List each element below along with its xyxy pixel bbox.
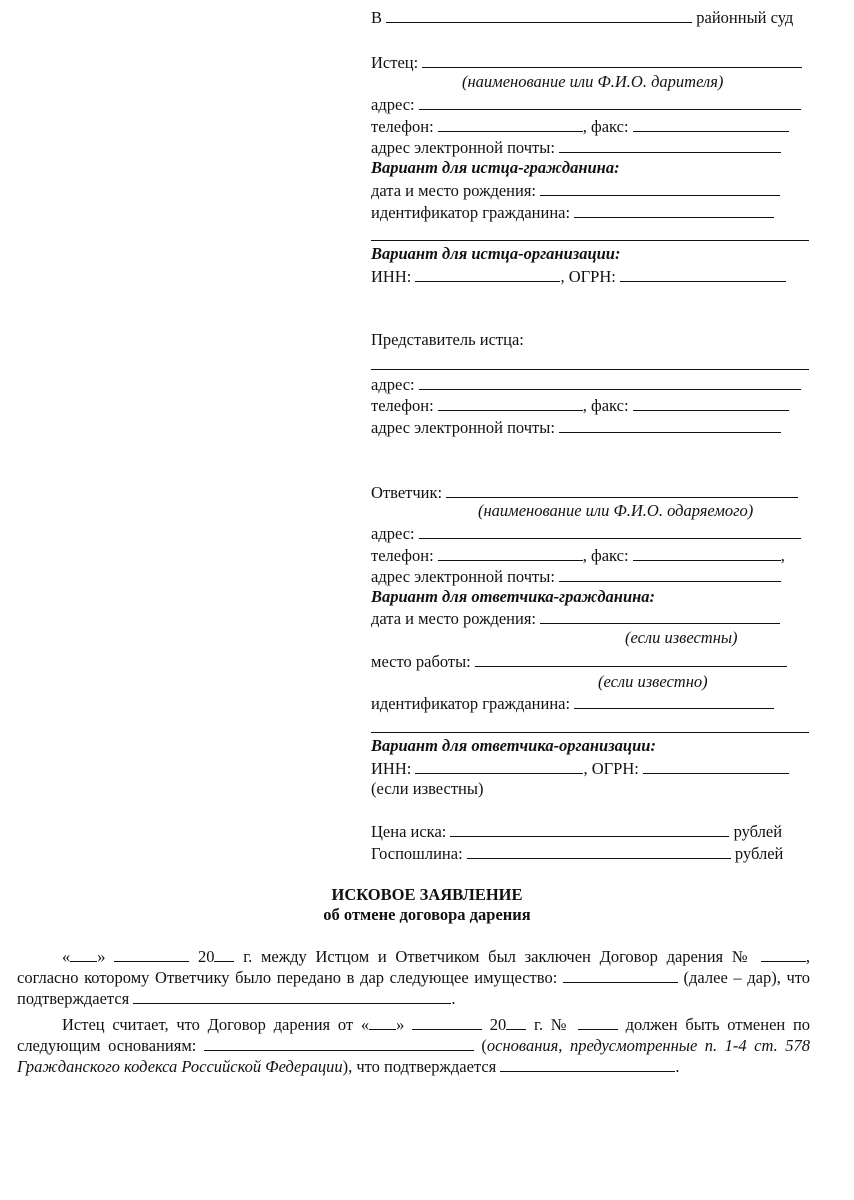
representative-name-field[interactable] xyxy=(371,369,809,370)
representative-email-label: адрес электронной почты: xyxy=(371,418,555,437)
p1-quote-close: » xyxy=(97,947,106,966)
plaintiff-email-line xyxy=(371,137,781,158)
p1-text-b: , согласно которому Ответчику было передано в дар следующее имущество: xyxy=(17,947,811,987)
p1-end: . xyxy=(451,989,456,1008)
defendant-ogrn-field[interactable] xyxy=(643,758,789,774)
representative-address-field[interactable] xyxy=(419,374,801,390)
p2-grounds-hint: основания, предусмотренные п. 1-4 ст. 578 Гражданского кодекса Российской Федерации xyxy=(17,1036,810,1076)
claim-price-currency: рублей xyxy=(733,822,783,841)
representative-email-field[interactable] xyxy=(559,417,781,433)
defendant-birth-hint: (если известны) xyxy=(625,628,738,647)
p1-year-field[interactable] xyxy=(214,947,234,962)
defendant-email-label: адрес электронной почты: xyxy=(371,567,555,586)
plaintiff-address-line xyxy=(371,94,801,115)
plaintiff-inn-line xyxy=(371,266,786,287)
representative-phone-label: телефон: xyxy=(371,396,434,415)
p1-text-c: (далее – дар), что подтверждается xyxy=(17,968,811,1008)
p2-text-a: Истец считает, что Договор дарения от « xyxy=(62,1015,370,1034)
plaintiff-phone-label: телефон: xyxy=(371,117,434,136)
p2-paren-open: ( xyxy=(481,1036,487,1055)
plaintiff-citizen-id-field[interactable] xyxy=(574,202,774,218)
defendant-email-field[interactable] xyxy=(559,566,781,582)
defendant-variant-org: Вариант для ответчика-организации: xyxy=(371,736,656,755)
defendant-label: Ответчик: xyxy=(371,483,443,502)
p2-text-b: г. № xyxy=(534,1015,571,1034)
plaintiff-email-label: адрес электронной почты: xyxy=(371,138,555,157)
p1-year-prefix: 20 xyxy=(197,947,215,966)
plaintiff-line xyxy=(371,52,802,73)
p1-evidence-field[interactable] xyxy=(133,989,451,1004)
defendant-phone-field[interactable] xyxy=(438,545,583,561)
p2-day-field[interactable] xyxy=(369,1015,396,1030)
representative-label: Представитель истца: xyxy=(371,330,524,349)
paragraph-1 xyxy=(17,946,810,1009)
defendant-work-label: место работы: xyxy=(371,652,471,671)
p2-grounds-field[interactable] xyxy=(204,1036,474,1051)
defendant-email-line xyxy=(371,566,781,587)
plaintiff-fax-field[interactable] xyxy=(633,116,789,132)
defendant-known: (если известны) xyxy=(371,779,484,798)
p2-contract-number-field[interactable] xyxy=(578,1015,618,1030)
p2-month-field[interactable] xyxy=(412,1015,482,1030)
defendant-fax-label: , факс: xyxy=(582,546,629,565)
representative-email-line xyxy=(371,417,781,438)
defendant-birth-field[interactable] xyxy=(540,608,780,624)
defendant-hint: (наименование или Ф.И.О. одаряемого) xyxy=(478,501,754,520)
representative-fax-field[interactable] xyxy=(633,395,789,411)
plaintiff-variant-citizen: Вариант для истца-гражданина: xyxy=(371,158,620,177)
defendant-address-field[interactable] xyxy=(419,523,801,539)
representative-address-label: адрес: xyxy=(371,375,415,394)
plaintiff-name-field[interactable] xyxy=(422,52,802,68)
defendant-name-field[interactable] xyxy=(446,482,798,498)
claim-duty-currency: рублей xyxy=(734,844,784,863)
document-subtitle: об отмене договора дарения xyxy=(323,905,531,924)
claim-duty-field[interactable] xyxy=(467,843,731,859)
claim-price-line xyxy=(371,821,782,842)
p2-evidence-field[interactable] xyxy=(500,1057,675,1072)
defendant-line xyxy=(371,482,798,503)
defendant-variant-citizen: Вариант для ответчика-гражданина: xyxy=(371,587,656,606)
p1-contract-number-field[interactable] xyxy=(761,947,806,962)
p2-quote-close: » xyxy=(396,1015,405,1034)
defendant-work-line xyxy=(371,651,787,672)
plaintiff-label: Истец: xyxy=(371,53,419,72)
plaintiff-citizen-id-label: идентификатор гражданина: xyxy=(371,203,571,222)
plaintiff-fax-label: , факс: xyxy=(582,117,629,136)
p1-quote-open: « xyxy=(62,947,71,966)
plaintiff-ogrn-label: , ОГРН: xyxy=(560,267,616,286)
p2-end: . xyxy=(675,1057,680,1076)
defendant-citizen-id-field[interactable] xyxy=(574,693,774,709)
plaintiff-citizen-id-line xyxy=(371,202,774,223)
defendant-fax-field[interactable] xyxy=(633,545,781,561)
defendant-citizen-id-line xyxy=(371,693,774,714)
representative-address-line xyxy=(371,374,801,395)
document-title: ИСКОВОЕ ЗАЯВЛЕНИЕ xyxy=(331,885,523,904)
claim-duty-label: Госпошлина: xyxy=(371,844,463,863)
defendant-phone-line xyxy=(371,545,785,566)
p2-text-c: должен быть отменен по следующим основаниям: xyxy=(17,1015,811,1055)
defendant-citizen-id-label: идентификатор гражданина: xyxy=(371,694,571,713)
plaintiff-inn-field[interactable] xyxy=(415,266,560,282)
plaintiff-birth-field[interactable] xyxy=(540,180,780,196)
p1-day-field[interactable] xyxy=(70,947,97,962)
defendant-birth-label: дата и место рождения: xyxy=(371,609,537,628)
plaintiff-ogrn-field[interactable] xyxy=(620,266,786,282)
claim-duty-line xyxy=(371,843,783,864)
defendant-extra-line[interactable] xyxy=(371,732,809,733)
defendant-birth-line xyxy=(371,608,780,629)
p2-year-field[interactable] xyxy=(506,1015,526,1030)
p1-month-field[interactable] xyxy=(114,947,189,962)
plaintiff-email-field[interactable] xyxy=(559,137,781,153)
representative-fax-label: , факс: xyxy=(582,396,629,415)
p1-property-field[interactable] xyxy=(563,968,678,983)
court-line xyxy=(371,7,793,28)
plaintiff-variant-org: Вариант для истца-организации: xyxy=(371,244,621,263)
plaintiff-extra-line[interactable] xyxy=(371,240,809,241)
defendant-inn-line xyxy=(371,758,789,779)
representative-phone-line xyxy=(371,395,789,416)
plaintiff-phone-field[interactable] xyxy=(438,116,583,132)
plaintiff-phone-line xyxy=(371,116,789,137)
defendant-inn-field[interactable] xyxy=(415,758,583,774)
defendant-work-hint: (если известно) xyxy=(598,672,708,691)
p2-text-d: ), что подтверждается xyxy=(342,1057,497,1076)
defendant-inn-label: ИНН: xyxy=(371,759,412,778)
court-suffix: районный суд xyxy=(696,8,794,27)
p2-year-prefix: 20 xyxy=(489,1015,507,1034)
plaintiff-inn-label: ИНН: xyxy=(371,267,412,286)
plaintiff-birth-line xyxy=(371,180,780,201)
claim-price-label: Цена иска: xyxy=(371,822,447,841)
defendant-address-label: адрес: xyxy=(371,524,415,543)
defendant-fax-comma: , xyxy=(780,546,785,565)
plaintiff-birth-label: дата и место рождения: xyxy=(371,181,537,200)
defendant-phone-label: телефон: xyxy=(371,546,434,565)
paragraph-2 xyxy=(17,1014,810,1077)
p1-text-a: г. между Истцом и Ответчиком был заключен Договор дарения № xyxy=(243,947,753,966)
court-name-field[interactable] xyxy=(386,7,692,23)
plaintiff-address-label: адрес: xyxy=(371,95,415,114)
defendant-work-field[interactable] xyxy=(475,651,787,667)
plaintiff-address-field[interactable] xyxy=(419,94,801,110)
plaintiff-hint: (наименование или Ф.И.О. дарителя) xyxy=(462,72,724,91)
defendant-address-line xyxy=(371,523,801,544)
court-prefix: В xyxy=(371,8,383,27)
defendant-ogrn-label: , ОГРН: xyxy=(583,759,639,778)
representative-phone-field[interactable] xyxy=(438,395,583,411)
claim-price-field[interactable] xyxy=(450,821,729,837)
